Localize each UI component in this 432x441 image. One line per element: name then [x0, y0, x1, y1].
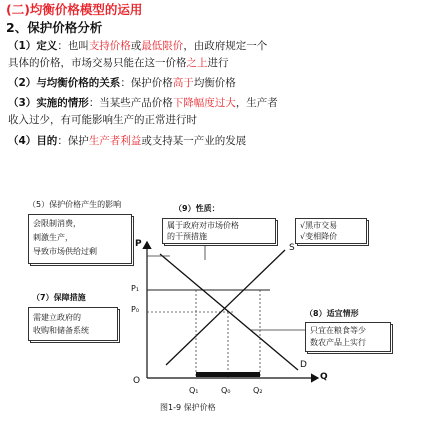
definition-line-2: 具体的价格，市场交易只能在这一价格之上进行 [8, 57, 229, 69]
nature-title: （9）性质： [174, 204, 220, 213]
measures-box [28, 307, 118, 341]
measures-title: （7）保障措施 [32, 293, 86, 302]
risk-line: √黑市交易 [300, 221, 338, 230]
supply-curve [166, 250, 285, 365]
situation-line-2: 收入过少，有可能影响生产的正常进行时 [8, 114, 197, 126]
surplus-bar [196, 372, 260, 377]
risk-box [295, 218, 367, 244]
p0-label: P₀ [131, 305, 140, 314]
impact-line: 会限制消费， [33, 219, 81, 228]
impact-line: 刺激生产， [33, 233, 73, 242]
measures-line: 收购和储备系统 [33, 326, 89, 335]
figure-caption: 图1-9 保护价格 [160, 403, 216, 412]
risk-line: √变相降价 [300, 232, 338, 241]
section-heading: (二)均衡价格模型的运用 [6, 2, 143, 17]
p1-label: P₁ [131, 284, 140, 293]
nature-line: 属于政府对市场价格 [167, 221, 239, 230]
situation-line-1: （3）实施的情形：当某些产品价格下降幅度过大，生产者 [8, 97, 278, 109]
impact-title: （5）保护价格产生的影响 [28, 200, 122, 209]
conditions-box [305, 322, 391, 352]
measures-line: 需建立政府的 [33, 313, 81, 322]
axis-p-label: P [135, 239, 142, 249]
relation-line: （2）与均衡价格的关系：保护价格高于均衡价格 [8, 77, 236, 89]
conditions-line: 只宜在粮食等少 [310, 326, 366, 335]
q0-label: Q₀ [221, 386, 231, 395]
conditions-title: （8）适宜情形 [305, 309, 359, 318]
supply-label: S [289, 243, 295, 253]
impact-box [28, 214, 132, 264]
impact-line: 导致市场供给过剩 [33, 247, 97, 256]
purpose-line: （4）目的：保护生产者利益或支持某一产业的发展 [8, 135, 247, 147]
definition-line-1: （1）定义：也叫支持价格或最低限价，由政府规定一个 [8, 40, 268, 52]
nature-box [162, 218, 276, 244]
q2-label: Q₂ [253, 386, 263, 395]
subsection-heading: 2、保护价格分析 [6, 20, 103, 35]
demand-label: D [300, 360, 307, 370]
conditions-line: 数农产品上实行 [310, 338, 366, 347]
axis-q-label: Q [320, 372, 328, 382]
origin-label: O [133, 376, 141, 386]
q1-label: Q₁ [189, 386, 199, 395]
nature-line: 的干预措施 [167, 232, 207, 241]
